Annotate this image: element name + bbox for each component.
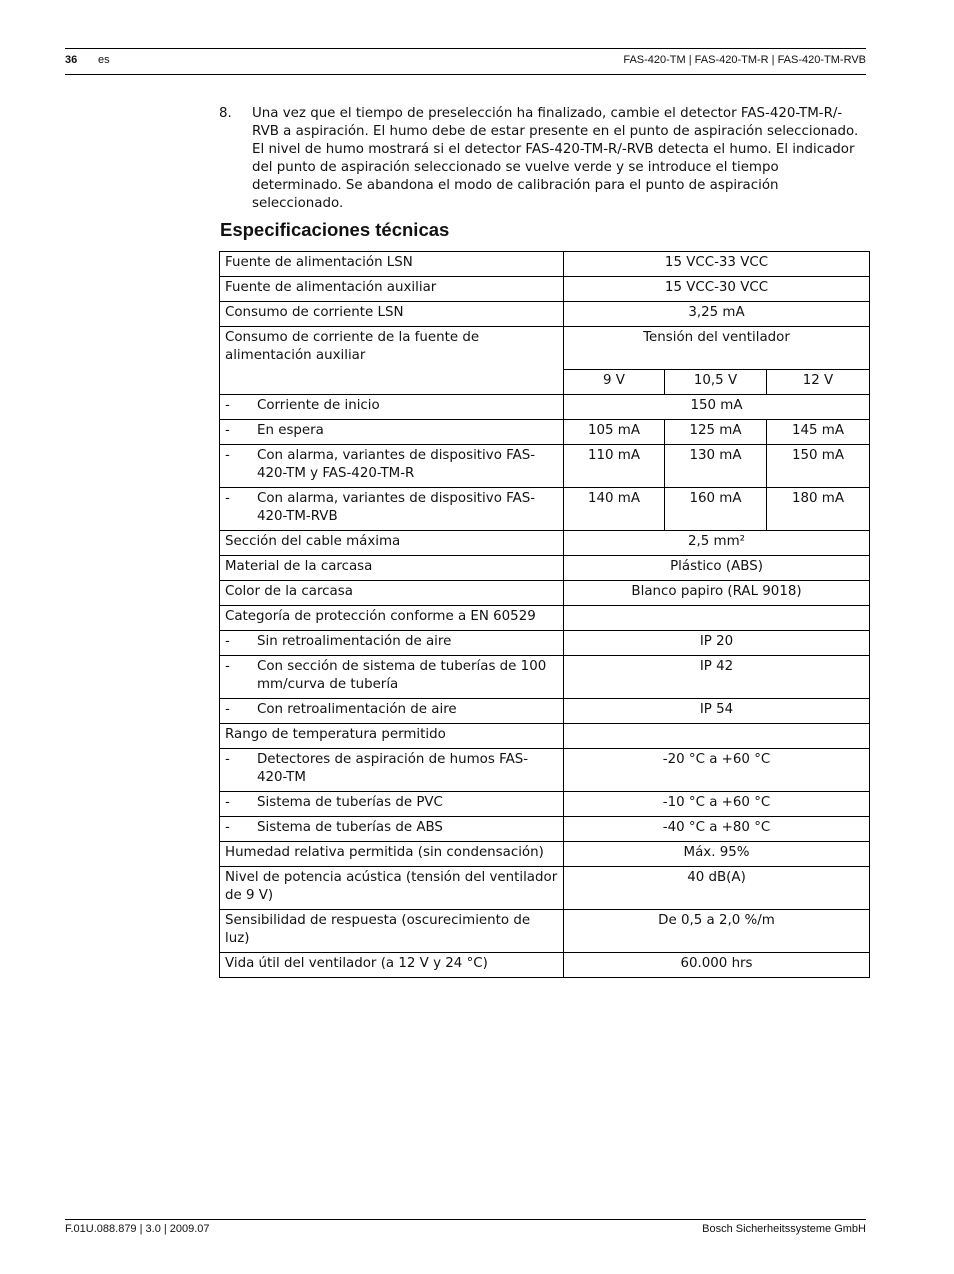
spec-label: Consumo de corriente de la fuente de alimentación auxiliar <box>220 327 564 395</box>
step-8 <box>219 105 869 212</box>
spec-value: 2,5 mm² <box>564 531 870 556</box>
spec-value: IP 54 <box>564 699 870 724</box>
table-row <box>220 277 870 302</box>
spec-value: IP 42 <box>564 656 870 699</box>
spec-sublabel: - Corriente de inicio <box>220 395 564 420</box>
table-row <box>220 606 870 631</box>
specs-table <box>219 251 870 978</box>
product-names: FAS-420-TM | FAS-420-TM-R | FAS-420-TM-RVB <box>623 54 866 66</box>
step-number: 8. <box>219 106 232 121</box>
spec-value: 110 mA <box>564 445 665 488</box>
table-row <box>220 842 870 867</box>
spec-value: 125 mA <box>665 420 767 445</box>
spec-value: 15 VCC-30 VCC <box>564 277 870 302</box>
fan-voltage-header: Tensión del ventilador <box>564 327 870 370</box>
spec-sublabel: - Sistema de tuberías de PVC <box>220 792 564 817</box>
spec-value: 140 mA <box>564 488 665 531</box>
spec-value: 145 mA <box>767 420 870 445</box>
page-number: 36 <box>65 54 78 66</box>
spec-value: -10 °C a +60 °C <box>564 792 870 817</box>
table-row <box>220 724 870 749</box>
spec-sublabel: - Con sección de sistema de tuberías de 100 mm/curva de tubería <box>220 656 564 699</box>
spec-sublabel: - Sistema de tuberías de ABS <box>220 817 564 842</box>
table-row <box>220 420 870 445</box>
spec-sublabel: - En espera <box>220 420 564 445</box>
voltage-9v: 9 V <box>564 370 665 395</box>
spec-label: Rango de temperatura permitido <box>220 724 564 749</box>
language-code: es <box>98 54 110 66</box>
spec-label: Humedad relativa permitida (sin condensación) <box>220 842 564 867</box>
spec-value: Máx. 95% <box>564 842 870 867</box>
spec-label: Material de la carcasa <box>220 556 564 581</box>
spec-label: Consumo de corriente LSN <box>220 302 564 327</box>
table-row <box>220 817 870 842</box>
spec-value: De 0,5 a 2,0 %/m <box>564 910 870 953</box>
spec-value: 105 mA <box>564 420 665 445</box>
spec-value: 150 mA <box>767 445 870 488</box>
section-title: Especificaciones técnicas <box>220 219 450 240</box>
table-row <box>220 488 870 531</box>
spec-label: Nivel de potencia acústica (tensión del ventilador de 9 V) <box>220 867 564 910</box>
spec-sublabel: - Con alarma, variantes de dispositivo FAS-420-TM y FAS-420-TM-R <box>220 445 564 488</box>
spec-value: Blanco papiro (RAL 9018) <box>564 581 870 606</box>
table-row <box>220 395 870 420</box>
table-row <box>220 445 870 488</box>
table-row <box>220 656 870 699</box>
spec-value: 180 mA <box>767 488 870 531</box>
spec-sublabel: - Con retroalimentación de aire <box>220 699 564 724</box>
table-row <box>220 302 870 327</box>
table-row <box>220 699 870 724</box>
table-row <box>220 327 870 370</box>
table-row <box>220 867 870 910</box>
page-header <box>65 48 866 75</box>
table-row <box>220 531 870 556</box>
spec-label: Vida útil del ventilador (a 12 V y 24 °C) <box>220 953 564 978</box>
spec-label: Categoría de protección conforme a EN 60529 <box>220 606 564 631</box>
voltage-10-5v: 10,5 V <box>665 370 767 395</box>
spec-label: Color de la carcasa <box>220 581 564 606</box>
step-text: Una vez que el tiempo de preselección ha finalizado, cambie el detector FAS-420-TM-R/-RVB a aspiración. El humo debe de estar presente en el punto de aspiración seleccionado. El nivel de humo mostrará si el detector FAS-420-TM-R/-RVB detecta el humo. El indicador del punto de aspiración seleccionado se vuelve verde y se introduce el tiempo determinado. Se abandona el modo de calibración para el punto de aspiración seleccionado. <box>252 106 859 211</box>
table-row <box>220 792 870 817</box>
table-row <box>220 631 870 656</box>
spec-value: 40 dB(A) <box>564 867 870 910</box>
spec-label: Fuente de alimentación LSN <box>220 252 564 277</box>
spec-value: 160 mA <box>665 488 767 531</box>
table-row <box>220 910 870 953</box>
spec-value: -40 °C a +80 °C <box>564 817 870 842</box>
table-row <box>220 556 870 581</box>
spec-value: 130 mA <box>665 445 767 488</box>
spec-sublabel: - Detectores de aspiración de humos FAS-420-TM <box>220 749 564 792</box>
spec-value: 150 mA <box>564 395 870 420</box>
spec-value: Plástico (ABS) <box>564 556 870 581</box>
spec-label: Sensibilidad de respuesta (oscurecimiento de luz) <box>220 910 564 953</box>
spec-value: IP 20 <box>564 631 870 656</box>
spec-value: 60.000 hrs <box>564 953 870 978</box>
spec-value: -20 °C a +60 °C <box>564 749 870 792</box>
spec-value-empty <box>564 606 870 631</box>
spec-value-empty <box>564 724 870 749</box>
spec-value: 15 VCC-33 VCC <box>564 252 870 277</box>
table-row <box>220 252 870 277</box>
spec-sublabel: - Con alarma, variantes de dispositivo FAS-420-TM-RVB <box>220 488 564 531</box>
voltage-12v: 12 V <box>767 370 870 395</box>
spec-label: Sección del cable máxima <box>220 531 564 556</box>
table-row <box>220 581 870 606</box>
table-row <box>220 953 870 978</box>
page-footer <box>65 1219 866 1235</box>
spec-label: Fuente de alimentación auxiliar <box>220 277 564 302</box>
table-row <box>220 749 870 792</box>
document-id: F.01U.088.879 | 3.0 | 2009.07 <box>65 1223 210 1235</box>
spec-sublabel: - Sin retroalimentación de aire <box>220 631 564 656</box>
spec-value: 3,25 mA <box>564 302 870 327</box>
company-name: Bosch Sicherheitssysteme GmbH <box>702 1223 866 1235</box>
